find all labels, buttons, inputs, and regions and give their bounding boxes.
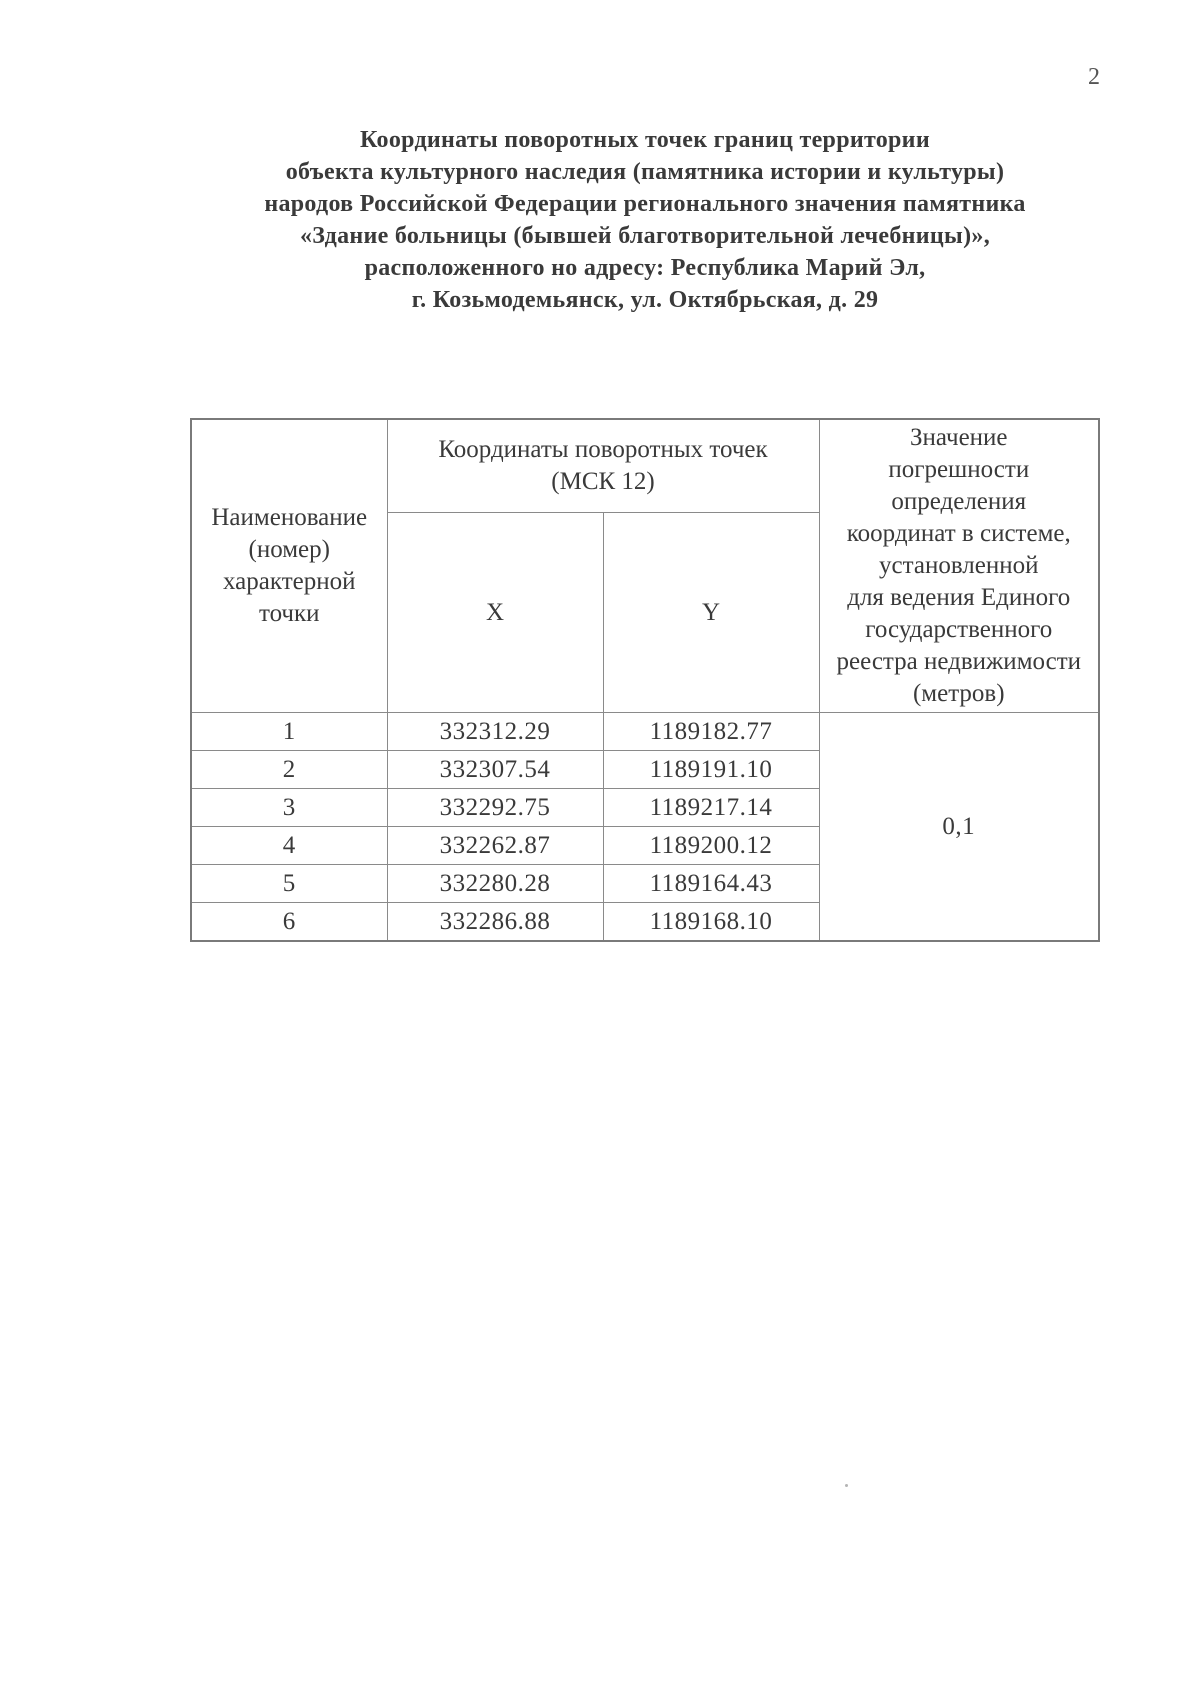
header-accuracy-line: координат в системе, <box>846 520 1071 547</box>
title-line: народов Российской Федерации регионального значения памятника <box>264 191 1026 217</box>
cell-point-number: 4 <box>191 827 387 865</box>
cell-y: 1189200.12 <box>603 827 819 865</box>
header-accuracy-line: установленной <box>879 552 1039 579</box>
cell-x: 332292.75 <box>387 789 603 827</box>
cell-point-number: 6 <box>191 903 387 942</box>
header-x: X <box>387 513 603 713</box>
cell-x: 332280.28 <box>387 865 603 903</box>
cell-point-number: 5 <box>191 865 387 903</box>
cell-point-number: 3 <box>191 789 387 827</box>
header-accuracy <box>819 419 1099 713</box>
cell-y: 1189217.14 <box>603 789 819 827</box>
cell-x: 332312.29 <box>387 713 603 751</box>
title-line: объекта культурного наследия (памятника истории и культуры) <box>285 159 1005 185</box>
title-line: Координаты поворотных точек границ территории <box>360 127 930 153</box>
header-point-name <box>191 419 387 713</box>
header-accuracy-line: Значение <box>910 424 1008 451</box>
title-line: расположенного но адресу: Республика Марий Эл, <box>364 255 926 281</box>
cell-x: 332262.87 <box>387 827 603 865</box>
header-coordinates-line: (МСК 12) <box>551 468 655 496</box>
cell-x: 332307.54 <box>387 751 603 789</box>
header-point-name-line: характерной <box>223 568 356 595</box>
header-y: Y <box>603 513 819 713</box>
header-accuracy-line: государственного <box>865 616 1053 643</box>
header-accuracy-line: погрешности <box>888 456 1030 483</box>
table-row <box>191 713 1099 751</box>
header-point-name-line: Наименование <box>211 504 368 531</box>
title-line: «Здание больницы (бывшей благотворительной лечебницы)», <box>300 223 990 249</box>
header-accuracy-line: для ведения Единого <box>847 584 1071 611</box>
document-title <box>100 124 1190 316</box>
header-point-name-line: точки <box>258 600 320 627</box>
title-line: г. Козьмодемьянск, ул. Октябрьская, д. 29 <box>411 287 879 313</box>
cell-y: 1189182.77 <box>603 713 819 751</box>
header-accuracy-line: (метров) <box>912 680 1005 707</box>
coordinates-table <box>190 418 1100 942</box>
cell-y: 1189168.10 <box>603 903 819 942</box>
cell-point-number: 2 <box>191 751 387 789</box>
cell-accuracy: 0,1 <box>819 713 1099 942</box>
scan-speck <box>845 1484 848 1487</box>
page-number: 2 <box>1088 64 1100 90</box>
header-accuracy-line: реестра недвижимости <box>836 648 1082 675</box>
header-accuracy-line: определения <box>891 488 1027 515</box>
cell-point-number: 1 <box>191 713 387 751</box>
cell-y: 1189191.10 <box>603 751 819 789</box>
header-point-name-line: (номер) <box>248 536 330 563</box>
cell-x: 332286.88 <box>387 903 603 942</box>
header-coordinates-line: Координаты поворотных точек <box>438 436 768 464</box>
cell-y: 1189164.43 <box>603 865 819 903</box>
header-coordinates <box>387 419 819 513</box>
